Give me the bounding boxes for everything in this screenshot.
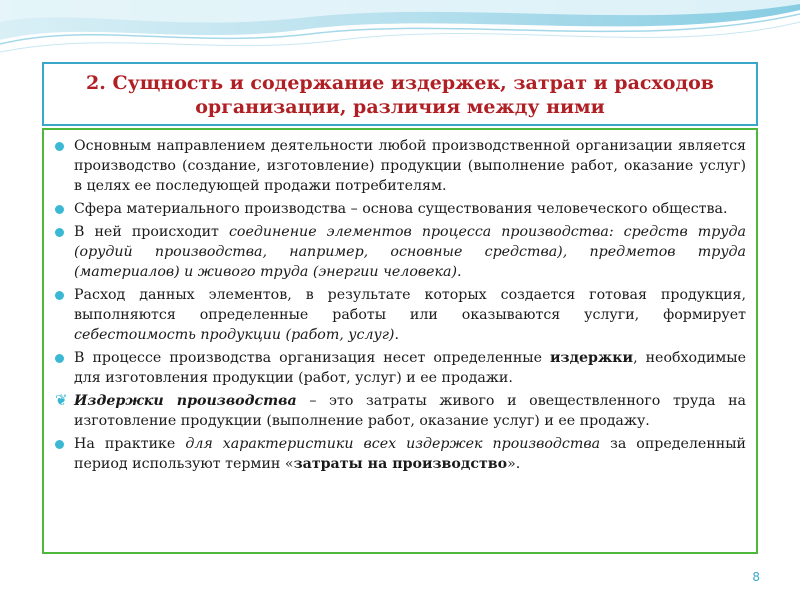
bullet-text: Сфера материального производства – основа существования человеческого общества. (74, 201, 728, 217)
decorative-waves-header (0, 0, 800, 70)
list-item (54, 348, 746, 388)
list-item (54, 199, 746, 219)
circle-bullet-icon (55, 440, 64, 449)
list-item (54, 285, 746, 345)
bullet-text-bold-italic: Издержки производства (74, 393, 297, 409)
list-item (54, 434, 746, 474)
bullet-text: Основным направлением деятельности любой производственной организации является производство (создание, изготовление) продукции (выполнение работ, оказание услуг) в целях ее последующей продажи потребителям. (74, 138, 746, 194)
slide-title (42, 62, 758, 126)
title-line-1: 2. Сущность и содержание издержек, затрат и расходов (86, 72, 714, 94)
bullet-text: В процессе производства организация несет определенные (74, 350, 550, 366)
bullet-text-italic: соединение элементов процесса производства: средств труда (орудий производства, например, основные средства), предметов труда (материалов) и живого труда (энергии человека). (74, 224, 746, 280)
circle-bullet-icon (55, 228, 64, 237)
bullet-text: за определенный период используют термин « (74, 436, 746, 472)
bullet-text: В ней происходит (74, 224, 229, 240)
fleur-bullet-icon: ❦ (55, 391, 68, 409)
bullet-text: Расход данных элементов, в результате которых создается готовая продукция, выполняются определенные работы или оказываются услуги, формирует (74, 287, 746, 323)
list-item (54, 222, 746, 282)
bullet-text: – это затраты живого и овеществленного труда на изготовление продукции (выполнение работ, оказание услуг) и ее продажу. (74, 393, 746, 429)
circle-bullet-icon (55, 291, 64, 300)
circle-bullet-icon (55, 142, 64, 151)
page-number: 8 (752, 570, 760, 584)
bullet-text-italic: себестоимость продукции (работ, услуг) (74, 327, 395, 343)
bullet-text-bold: издержки (550, 350, 634, 366)
content-panel (42, 128, 758, 554)
list-item (54, 391, 746, 431)
bullet-text: . (394, 327, 399, 343)
circle-bullet-icon (55, 205, 64, 214)
title-line-2: организации, различия между ними (195, 96, 605, 118)
bullet-text-italic: для характеристики всех издержек производства (185, 436, 601, 452)
bullet-list (54, 136, 746, 474)
bullet-text: ». (507, 456, 521, 472)
bullet-text-bold: затраты на производство (293, 456, 508, 472)
circle-bullet-icon (55, 354, 64, 363)
list-item (54, 136, 746, 196)
bullet-text: На практике (74, 436, 186, 452)
bullet-text: , необходимые для изготовления продукции (работ, услуг) и ее продажи. (74, 350, 746, 386)
